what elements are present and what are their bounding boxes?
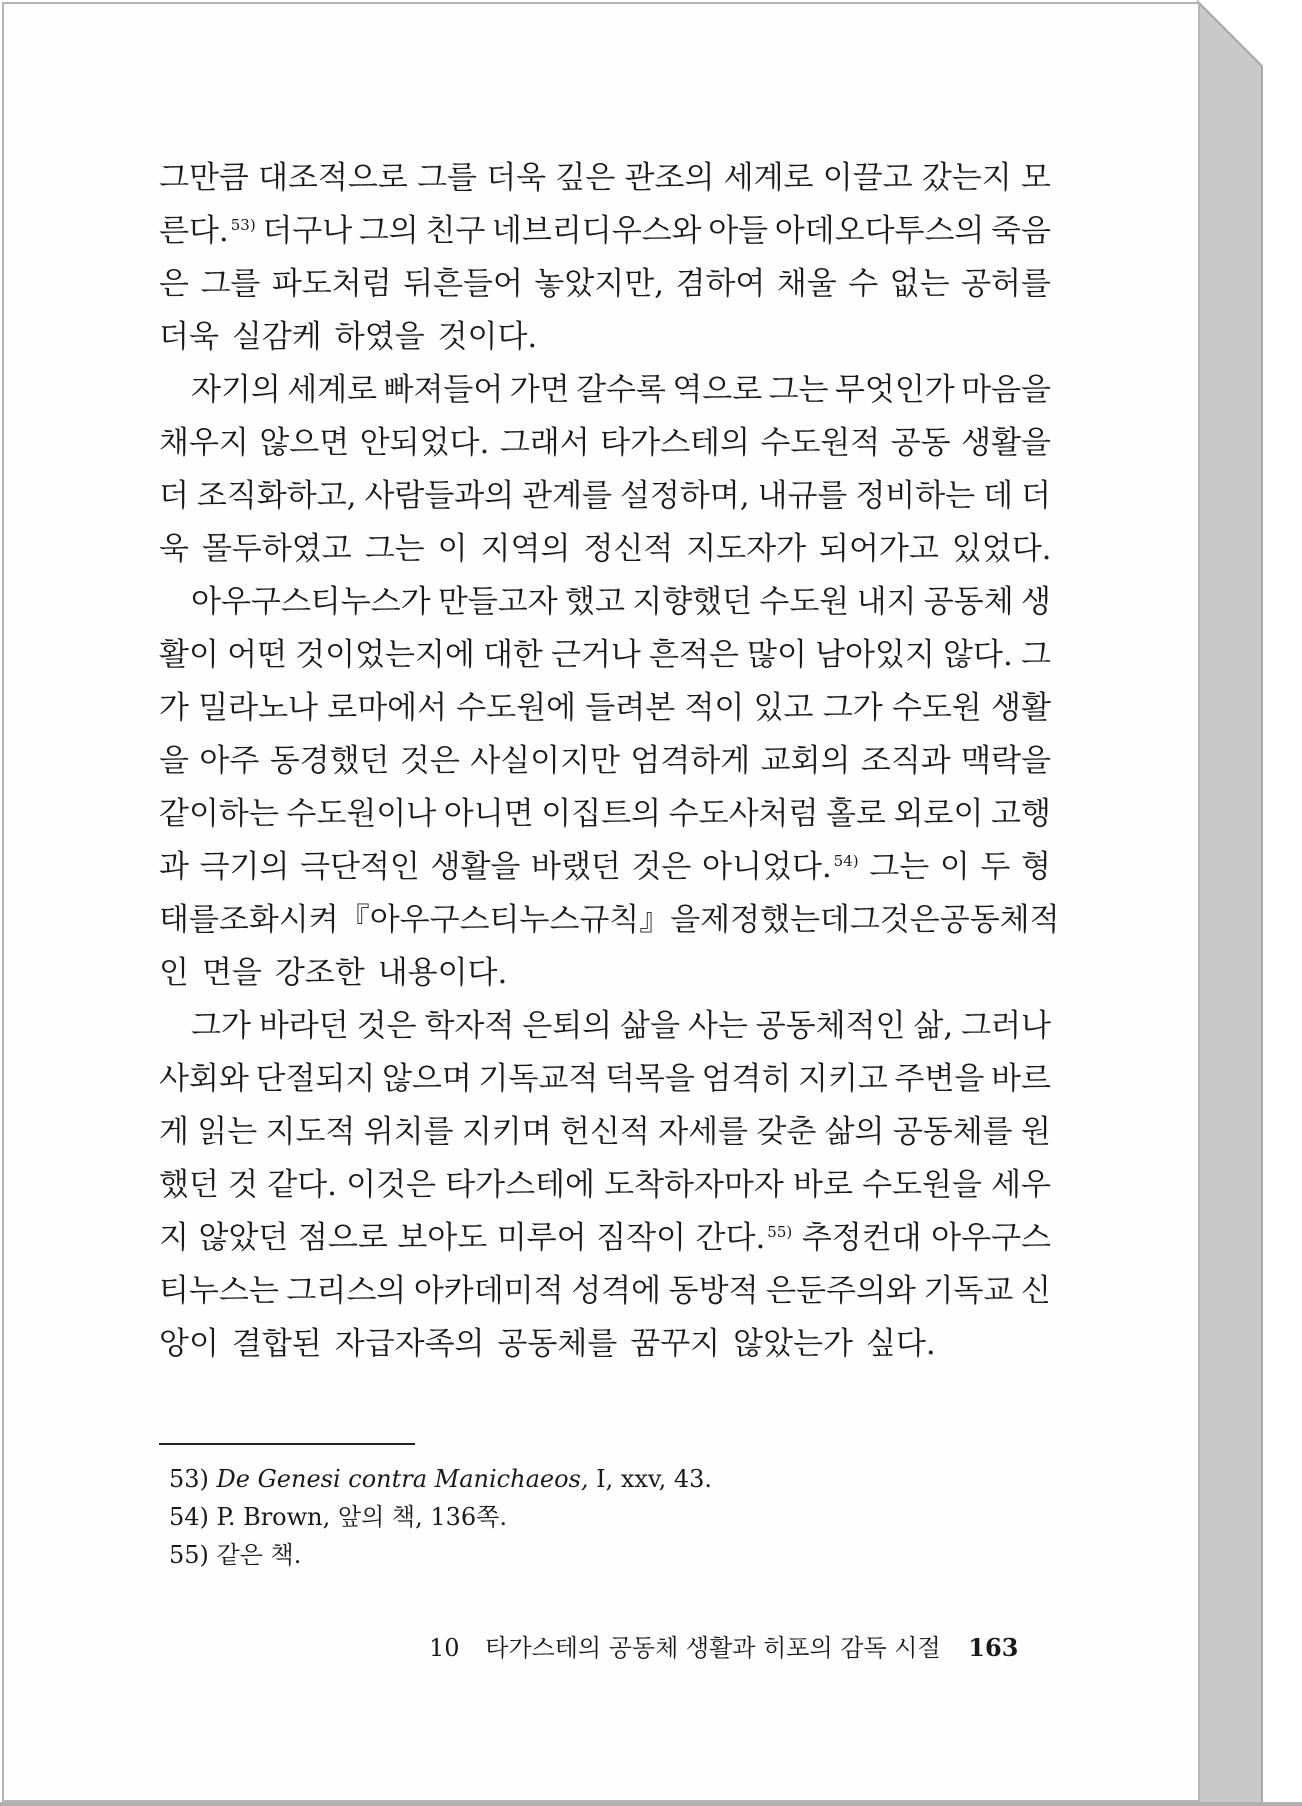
word: 내용이다. (377, 955, 508, 991)
footnote-text: P. Brown, 앞의 책, 136쪽. (216, 1503, 507, 1531)
word: 로마에서 (327, 690, 448, 726)
word: 바르 (991, 1061, 1051, 1097)
word: 수 (848, 266, 879, 302)
word: 그 (1020, 637, 1051, 673)
word: 게 (159, 1114, 189, 1150)
word: 이 (437, 531, 468, 567)
word: 면을 (201, 955, 262, 991)
word: 않으면 (259, 425, 350, 461)
word: 수도원을 (862, 1167, 982, 1203)
word: 관조의 (624, 160, 715, 196)
word: 그리스의 (286, 1273, 407, 1309)
word: 내규를 (757, 478, 848, 514)
word: 네브리디우스와 (491, 213, 702, 249)
word: 만들고자 (437, 584, 558, 620)
footnotes (169, 1460, 712, 1574)
word: 조직화하고, (196, 478, 357, 514)
word: 공동체를 (497, 1326, 618, 1362)
text-line (159, 1106, 1051, 1159)
text-line (159, 152, 1051, 205)
word: 생 (1020, 584, 1051, 620)
word: 주변을 (894, 1061, 985, 1097)
word: 더 (159, 478, 189, 514)
word: 세계로 (723, 160, 814, 196)
word: 『아우구스티누스 (338, 902, 580, 938)
word: 위치를 (363, 1114, 454, 1150)
footnote-number: 53) (169, 1465, 217, 1493)
word: 원 (1020, 1114, 1051, 1150)
word: 되어가고 (819, 531, 939, 567)
word: 더구나 (262, 213, 353, 249)
word: 바로 (793, 1167, 853, 1203)
page-number: 163 (968, 1633, 1019, 1662)
word: 지향했던 (632, 584, 753, 620)
word: 그는 (869, 849, 930, 885)
word: 추정컨대 (801, 1220, 922, 1256)
word: 지 (159, 1220, 189, 1256)
word: 들려본 (585, 690, 676, 726)
text-line (159, 788, 1051, 841)
word: 맥락을 (961, 743, 1051, 779)
word: 사회와 (159, 1061, 249, 1097)
word: 것은 (399, 743, 460, 779)
word: 엄격히 (701, 1061, 792, 1097)
word: 헌신적 (560, 1114, 650, 1150)
word: 그가 (822, 690, 883, 726)
word: 더욱 (486, 160, 547, 196)
word: 은퇴의 (522, 1008, 613, 1044)
word: 점으로 (297, 1220, 388, 1256)
word: 없는 (889, 266, 950, 302)
word: 동경했던 (269, 743, 390, 779)
word: 극기의 (199, 849, 290, 885)
word: 흔적은 (649, 637, 739, 673)
text-line (159, 1053, 1051, 1106)
word: 싶다. (865, 1326, 936, 1362)
word: 동방적 (668, 1273, 759, 1309)
footnote-marker[interactable]: 53) (230, 216, 256, 234)
text-line (159, 205, 1051, 258)
word: 꿈꾸지 (630, 1326, 721, 1362)
word: 적이 (684, 690, 745, 726)
book-page (2, 2, 1200, 1802)
word: 이것은 (346, 1167, 437, 1203)
text-line (159, 1265, 1051, 1318)
word: 세우 (991, 1167, 1051, 1203)
word: 생활 (991, 690, 1051, 726)
word: 갈수록 (576, 372, 666, 408)
text-line (159, 364, 1051, 417)
word: 바라던 (258, 1008, 349, 1044)
word: 간다. $^{55)}$ (695, 1220, 793, 1256)
word: 단절되지 (255, 1061, 376, 1097)
word: 생활을 (430, 849, 521, 885)
text-line (159, 1000, 1051, 1053)
text-line (159, 417, 1051, 470)
word: 수도사처럼 (668, 796, 819, 832)
word: 했던 (159, 1167, 219, 1203)
word: 티누스는 (159, 1273, 279, 1309)
word: 죽음 (991, 213, 1051, 249)
chapter-title: 타가스테의 공동체 생활과 히포의 감독 시절 (485, 1634, 941, 1662)
text-line (159, 682, 1051, 735)
word: 짐작이 (596, 1220, 686, 1256)
word: 아주 (199, 743, 260, 779)
word: 고행 (991, 796, 1051, 832)
word: 자세를 (658, 1114, 749, 1150)
word: 활이 (159, 637, 219, 673)
word: 아들 (708, 213, 769, 249)
word: 파도처럼 (271, 266, 392, 302)
word: 내지 (856, 584, 917, 620)
word: 있었다. (951, 531, 1052, 567)
footnote-marker[interactable]: 54) (833, 852, 859, 870)
text-line (159, 1318, 1051, 1371)
word: 놓았지만, (534, 266, 665, 302)
word: 른다. $^{53)}$ (159, 213, 256, 249)
word: 아니었다. $^{54)}$ (702, 849, 859, 885)
word: 조화시켜 (218, 902, 339, 938)
word: 아우구스티누스가 (191, 584, 431, 620)
word: 역으로 (672, 372, 763, 408)
word: 지키며 (461, 1114, 552, 1150)
text-line (159, 1159, 1051, 1212)
word: 않았는가 (733, 1326, 853, 1362)
word: 모 (1020, 160, 1051, 196)
word: 삶의 (824, 1114, 885, 1150)
word: 정비하는 (855, 478, 976, 514)
word: 뒤흔들어 (403, 266, 523, 302)
word: 이 (939, 849, 970, 885)
word: 외로이 (893, 796, 984, 832)
word: 것은 (631, 849, 692, 885)
word: 욱 (159, 531, 189, 567)
word: 형 (1021, 849, 1051, 885)
word: 보아도 (397, 1220, 488, 1256)
word: 아카데미적 (413, 1273, 564, 1309)
word: 규칙』을 (579, 902, 701, 938)
word: 사람들과의 (364, 478, 515, 514)
word: 하였을 (334, 319, 425, 355)
word: 근거나 (551, 637, 641, 673)
footnote-text: Ⅰ, xxv, 43. (588, 1465, 713, 1493)
footnote-number: 55) (169, 1541, 217, 1569)
word: 밀라노나 (198, 690, 318, 726)
text-line (159, 735, 1051, 788)
word: 은 (159, 266, 189, 302)
word: 바랬던 (531, 849, 621, 885)
word: 공동 (890, 425, 951, 461)
word: 덕목을 (604, 1061, 695, 1097)
word: 채우지 (159, 425, 249, 461)
word: 학자적 (424, 1008, 515, 1044)
word: 않으며 (381, 1061, 472, 1097)
word: 몰두하였고 (201, 531, 352, 567)
text-line (159, 841, 1051, 894)
word: 미루어 (496, 1220, 587, 1256)
word: 인 (159, 955, 189, 991)
word: 설정하며, (619, 478, 750, 514)
word: 타가스테의 (600, 425, 750, 461)
word: 아우구스 (931, 1220, 1051, 1256)
word: 더 (1020, 478, 1051, 514)
word: 관계를 (522, 478, 612, 514)
footnote-number: 54) (169, 1503, 217, 1531)
word: 있고 (753, 690, 814, 726)
footnote (169, 1498, 712, 1536)
word: 사는 (687, 1008, 748, 1044)
word: 그의 (358, 213, 419, 249)
word: 홀로 (826, 796, 886, 832)
footnote-divider (159, 1443, 415, 1445)
word: 과 (159, 849, 189, 885)
footnote (169, 1536, 712, 1574)
word: 않다. (943, 637, 1013, 673)
footnote-marker[interactable]: 55) (767, 1223, 793, 1241)
word: 공동체 (923, 584, 1014, 620)
word: 결합된 (231, 1326, 322, 1362)
text-line (159, 1212, 1051, 1265)
word: 대조적으로 (258, 160, 408, 196)
word: 수도원 (759, 584, 850, 620)
word: 세계로 (287, 372, 378, 408)
word: 교회의 (760, 743, 851, 779)
text-line (159, 258, 1051, 311)
word: 같이하는 (159, 796, 279, 832)
word: 아데오다투스의 (774, 213, 985, 249)
word: 그만큼 (159, 160, 249, 196)
text-line (159, 576, 1051, 629)
word: 생활을 (961, 425, 1051, 461)
chapter-number: 10 (429, 1634, 460, 1662)
word: 조직과 (860, 743, 951, 779)
word: 것은 (356, 1008, 417, 1044)
word: 겸하여 (675, 266, 766, 302)
word: 같다. (267, 1167, 337, 1203)
word: 지역의 (480, 531, 571, 567)
word: 공동체적인 (755, 1008, 906, 1044)
word: 데 (983, 478, 1014, 514)
word: 도착하자마자 (604, 1167, 784, 1203)
word: 안되었다. (359, 425, 490, 461)
word: 지도자가 (686, 531, 807, 567)
word: 어떤 (227, 637, 287, 673)
word: 갖춘 (756, 1114, 817, 1150)
word: 그것은 (849, 902, 940, 938)
word: 정신적 (583, 531, 674, 567)
word: 그가 (191, 1008, 251, 1044)
word: 은둔주의와 (766, 1273, 916, 1309)
word: 이집트의 (541, 796, 662, 832)
word: 타가스테에 (445, 1167, 595, 1203)
word: 두 (980, 849, 1011, 885)
word: 마음을 (961, 372, 1051, 408)
word: 삶을 (620, 1008, 680, 1044)
word: 수도원 (891, 690, 982, 726)
word: 채울 (776, 266, 837, 302)
word: 지도적 (265, 1114, 356, 1150)
word: 엄격하게 (630, 743, 751, 779)
word: 을 (159, 743, 189, 779)
word: 그래서 (499, 425, 590, 461)
word: 이끌고 (822, 160, 913, 196)
word: 지키고 (798, 1061, 888, 1097)
word: 그는 (364, 531, 425, 567)
word: 것이었는지에 (295, 637, 475, 673)
word: 그는 (768, 372, 829, 408)
word: 성격에 (571, 1273, 662, 1309)
word: 않았던 (198, 1220, 289, 1256)
word: 아니면 (443, 796, 534, 832)
body-text (159, 152, 1060, 1371)
word: 태를 (159, 902, 219, 938)
word: 강조한 (274, 955, 365, 991)
word: 기독교 (923, 1273, 1014, 1309)
running-footer (429, 1628, 1029, 1663)
footnote-text: 같은 책. (216, 1541, 302, 1569)
text-line (159, 523, 1051, 576)
word: 가 (159, 690, 189, 726)
word: 깊은 (555, 160, 616, 196)
word: 수도원이나 (286, 796, 437, 832)
word: 그를 (200, 266, 261, 302)
word: 것 (228, 1167, 259, 1203)
footnote (169, 1460, 712, 1498)
word: 신 (1020, 1273, 1051, 1309)
word: 수도원적 (760, 425, 881, 461)
word: 자급자족의 (334, 1326, 485, 1362)
word: 했고 (565, 584, 625, 620)
word: 남아있지 (815, 637, 935, 673)
word: 그러나 (961, 1008, 1051, 1044)
text-line (159, 947, 1051, 1000)
word: 그를 (417, 160, 477, 196)
text-line (159, 311, 1051, 364)
footnote-work-title: De Genesi contra Manichaeos, (216, 1465, 589, 1493)
word: 제정했는데 (700, 902, 850, 938)
word: 것이다. (437, 319, 538, 355)
word: 읽는 (197, 1114, 258, 1150)
word: 빠져들어 (383, 372, 504, 408)
word: 자기의 (191, 372, 281, 408)
word: 갔는지 (921, 160, 1012, 196)
word: 대한 (482, 637, 543, 673)
word: 친구 (425, 213, 486, 249)
word: 많이 (747, 637, 807, 673)
word: 기독교적 (478, 1061, 599, 1097)
text-line (159, 470, 1051, 523)
word: 가면 (509, 372, 570, 408)
word: 극단적인 (300, 849, 420, 885)
word: 공동체를 (892, 1114, 1013, 1150)
word: 실감케 (231, 319, 322, 355)
word: 공동체적 (939, 902, 1060, 938)
word: 삶, (913, 1008, 954, 1044)
word: 무엇인가 (834, 372, 955, 408)
word: 공허를 (961, 266, 1051, 302)
word: 수도원에 (456, 690, 577, 726)
word: 더욱 (159, 319, 219, 355)
word: 사실이지만 (470, 743, 620, 779)
text-line (159, 629, 1051, 682)
word: 앙이 (159, 1326, 219, 1362)
text-line (159, 894, 1060, 947)
